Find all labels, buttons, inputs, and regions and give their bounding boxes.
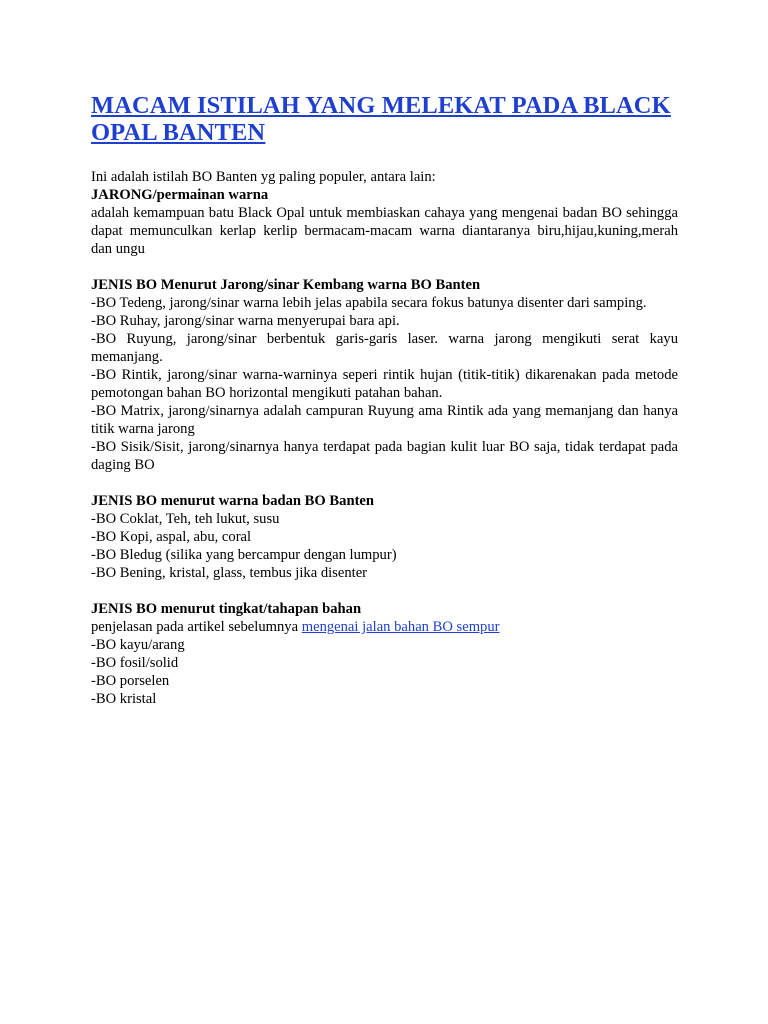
article-link[interactable]: mengenai jalan bahan BO sempur [301, 619, 500, 635]
spacer [91, 258, 678, 276]
reference-lead-text: penjelasan pada artikel sebelumnya [91, 619, 299, 635]
list-item: -BO Sisik/Sisit, jarong/sinarnya hanya terdapat pada bagian kulit luar BO saja, tidak terdapat pada daging BO [91, 439, 678, 473]
list-item: -BO porselen [91, 673, 170, 689]
list-item: -BO kayu/arang [91, 637, 185, 653]
list-item: -BO Kopi, aspal, abu, coral [91, 529, 252, 545]
list-item: -BO Ruyung, jarong/sinar berbentuk garis-garis laser. warna jarong mengikuti serat kayu memanjang. [91, 331, 678, 365]
list-item: -BO Tedeng, jarong/sinar warna lebih jelas apabila secara fokus batunya disenter dari samping. [91, 295, 647, 311]
list-item: -BO kristal [91, 691, 157, 707]
section-tingkat-heading: JENIS BO menurut tingkat/tahapan bahan [91, 601, 362, 617]
intro-text: Ini adalah istilah BO Banten yg paling populer, antara lain: [91, 169, 436, 185]
list-item: -BO Rintik, jarong/sinar warna-warninya seperi rintik hujan (titik-titik) dikarenakan pada metode pemotongan bahan BO horizontal mengikuti patahan bahan. [91, 367, 678, 401]
list-item: -BO Coklat, Teh, teh lukut, susu [91, 511, 280, 527]
list-item: -BO Bledug (silika yang bercampur dengan lumpur) [91, 547, 397, 563]
jarong-definition: adalah kemampuan batu Black Opal untuk membiaskan cahaya yang mengenai badan BO sehingga dapat memunculkan kerlap kerlip bermacam-macam warna diantaranya biru,hijau,kuning,merah dan ungu [91, 205, 678, 257]
jarong-heading: JARONG/permainan warna [91, 187, 269, 203]
list-item: -BO Matrix, jarong/sinarnya adalah campuran Ruyung ama Rintik ada yang memanjang dan hanya titik warna jarong [91, 403, 678, 437]
spacer [91, 474, 678, 492]
title-link[interactable]: MACAM ISTILAH YANG MELEKAT PADA BLACK OPAL BANTEN [91, 92, 671, 146]
document-title[interactable] [91, 92, 678, 146]
spacer [91, 582, 678, 600]
list-item: -BO fosil/solid [91, 655, 179, 671]
list-item: -BO Bening, kristal, glass, tembus jika disenter [91, 565, 368, 581]
reference-sentence [91, 618, 678, 636]
list-item: -BO Ruhay, jarong/sinar warna menyerupai bara api. [91, 313, 400, 329]
section-warna-heading: JENIS BO menurut warna badan BO Banten [91, 493, 375, 509]
section-jarong-heading: JENIS BO Menurut Jarong/sinar Kembang warna BO Banten [91, 277, 481, 293]
